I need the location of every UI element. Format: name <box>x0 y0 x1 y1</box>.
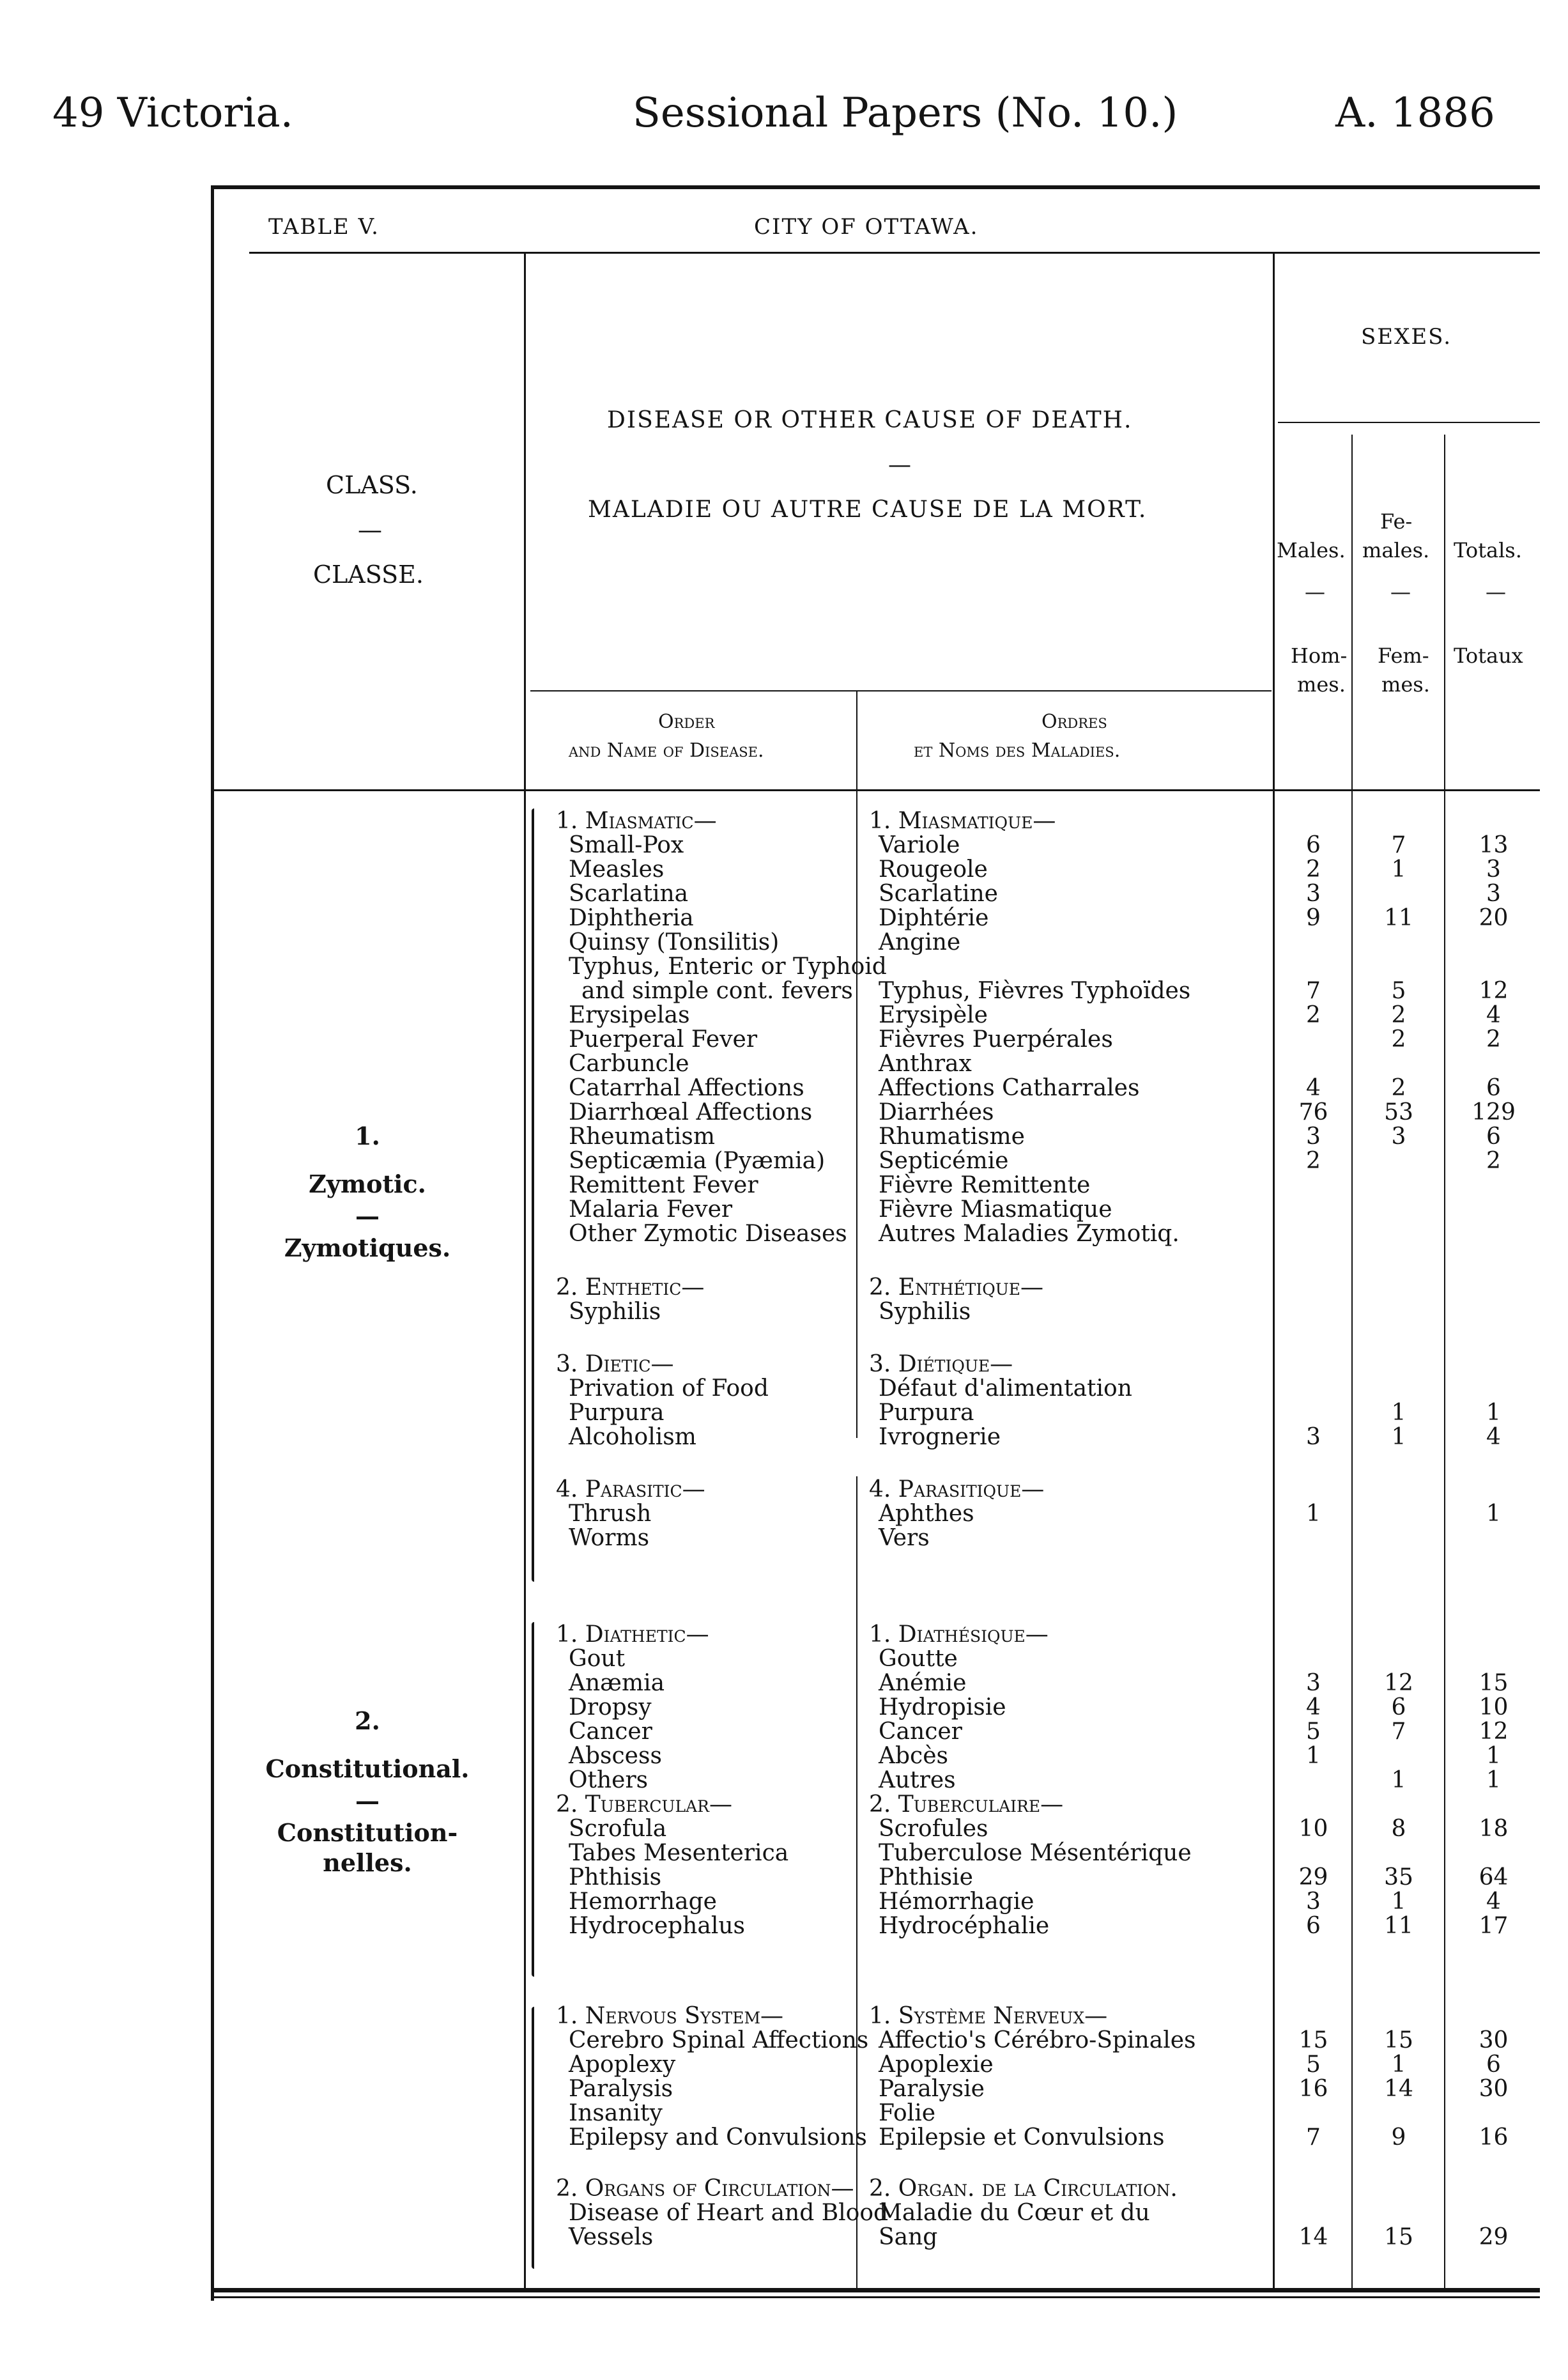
order-en-header-1: Order <box>658 711 715 733</box>
disease-name-en: Apoplexy <box>569 2052 676 2078</box>
females-count: 9 <box>1391 2124 1406 2151</box>
class-1-dash: — <box>355 1202 380 1230</box>
females-count: 1 <box>1391 1767 1406 1793</box>
disease-name-en: 4. Parasitic— <box>556 1476 705 1503</box>
disease-name-en: Scrofula <box>569 1816 667 1842</box>
totals-count: 4 <box>1486 1424 1501 1450</box>
disease-name-fr: Diarrhées <box>879 1099 994 1125</box>
totals-count: 3 <box>1486 881 1501 907</box>
females-header-en-1: Fe- <box>1380 509 1413 534</box>
males-count: 1 <box>1306 1501 1321 1527</box>
males-count: 9 <box>1306 905 1321 931</box>
females-count: 1 <box>1391 2052 1406 2078</box>
disease-name-en: 1. Nervous System— <box>556 2003 784 2029</box>
females-count: 12 <box>1384 1670 1413 1696</box>
city-title: CITY OF OTTAWA. <box>754 214 979 240</box>
disease-name-en: Alcoholism <box>569 1424 696 1450</box>
totals-count: 17 <box>1479 1913 1509 1939</box>
males-count: 4 <box>1306 1694 1321 1720</box>
females-count: 14 <box>1384 2076 1413 2102</box>
disease-name-fr: Typhus, Fièvres Typhoïdes <box>879 978 1191 1004</box>
disease-name-fr: Fièvre Miasmatique <box>879 1196 1112 1223</box>
disease-name-fr: Hémorrhagie <box>879 1889 1034 1915</box>
disease-name-en: Diarrhœal Affections <box>569 1099 813 1125</box>
males-count: 3 <box>1306 1889 1321 1915</box>
females-count: 1 <box>1391 1400 1406 1426</box>
disease-name-en: Quinsy (Tonsilitis) <box>569 929 780 955</box>
disease-name-fr: Fièvres Puerpérales <box>879 1026 1113 1053</box>
disease-name-en: Insanity <box>569 2100 663 2126</box>
disease-name-en: Carbuncle <box>569 1051 689 1077</box>
disease-name-fr: Anthrax <box>879 1051 972 1077</box>
males-count: 29 <box>1298 1864 1328 1890</box>
disease-name-en: Catarrhal Affections <box>569 1075 804 1101</box>
disease-name-en: Abscess <box>569 1743 662 1769</box>
class-2-name-en: Constitutional. <box>265 1754 470 1783</box>
totals-count: 12 <box>1479 978 1509 1004</box>
disease-name-fr: Aphthes <box>879 1501 974 1527</box>
class-2-number: 2. <box>355 1706 380 1735</box>
females-count: 2 <box>1391 1075 1406 1101</box>
class-2-name-fr-1: Constitution- <box>277 1818 458 1847</box>
disease-name-en: Typhus, Enteric or Typhoid <box>569 954 887 980</box>
females-count: 5 <box>1391 978 1406 1004</box>
disease-name-fr: 4. Parasitique— <box>869 1476 1045 1503</box>
disease-name-en: Worms <box>569 1525 650 1551</box>
females-count: 1 <box>1391 1424 1406 1450</box>
sexes-rule <box>1278 422 1540 423</box>
order-fr-header-2: et Noms des Maladies. <box>914 739 1121 762</box>
disease-name-en: Purpura <box>569 1400 665 1426</box>
males-count: 7 <box>1306 978 1321 1004</box>
disease-name-en: Small-Pox <box>569 832 684 858</box>
disease-name-en: Tabes Mesenterica <box>569 1840 789 1866</box>
disease-name-en: Erysipelas <box>569 1002 690 1028</box>
females-count: 53 <box>1384 1099 1413 1125</box>
males-header-en: Males. <box>1277 538 1346 562</box>
males-count: 3 <box>1306 1670 1321 1696</box>
mortality-table <box>211 185 1540 2301</box>
order-split-rule <box>856 690 857 1438</box>
males-count: 2 <box>1306 1002 1321 1028</box>
females-count: 15 <box>1384 2027 1413 2053</box>
disease-name-en: 1. Miasmatic— <box>556 808 717 834</box>
totals-count: 129 <box>1472 1099 1516 1125</box>
females-count: 15 <box>1384 2224 1413 2250</box>
disease-name-fr: Sang <box>879 2224 938 2250</box>
class-1-name-en: Zymotic. <box>309 1170 426 1198</box>
totals-header-fr: Totaux <box>1454 644 1523 668</box>
females-count: 7 <box>1391 1719 1406 1745</box>
totals-count: 6 <box>1486 1124 1501 1150</box>
males-count: 15 <box>1298 2027 1328 2053</box>
disease-name-fr: Hydrocéphalie <box>879 1913 1050 1939</box>
totals-header-en: Totals. <box>1454 538 1522 562</box>
females-count: 6 <box>1391 1694 1406 1720</box>
totals-count: 6 <box>1486 2052 1501 2078</box>
disease-name-fr: Vers <box>879 1525 930 1551</box>
totals-count: 4 <box>1486 1002 1501 1028</box>
class-3-brace <box>532 2007 534 2269</box>
disease-name-en: Thrush <box>569 1501 652 1527</box>
class-2-dash: — <box>355 1786 380 1815</box>
disease-name-fr: Autres Maladies Zymotiq. <box>879 1221 1180 1247</box>
disease-name-fr: Angine <box>879 929 961 955</box>
disease-name-en: Paralysis <box>569 2076 673 2102</box>
year-label: A. 1886 <box>1335 89 1495 137</box>
disease-name-fr: Phthisie <box>879 1864 973 1890</box>
disease-name-en: Epilepsy and Convulsions <box>569 2124 867 2151</box>
disease-name-fr: Paralysie <box>879 2076 985 2102</box>
totals-dash: — <box>1486 580 1506 604</box>
totals-count: 29 <box>1479 2224 1509 2250</box>
table-bottom-rule-2 <box>211 2296 1540 2298</box>
males-column-rule <box>1351 435 1353 2288</box>
females-header-fr-1: Fem- <box>1378 644 1429 668</box>
disease-name-fr: Septicémie <box>879 1148 1009 1174</box>
totals-count: 1 <box>1486 1400 1501 1426</box>
disease-name-en: Others <box>569 1767 649 1793</box>
disease-name-fr: Purpura <box>879 1400 974 1426</box>
totals-count: 2 <box>1486 1026 1501 1053</box>
disease-name-en: Gout <box>569 1646 626 1672</box>
disease-name-fr: Folie <box>879 2100 936 2126</box>
totals-count: 13 <box>1479 832 1509 858</box>
males-count: 4 <box>1306 1075 1321 1101</box>
disease-name-fr: 1. Système Nerveux— <box>869 2003 1108 2029</box>
disease-name-fr: Rhumatisme <box>879 1124 1025 1150</box>
disease-name-en: Cerebro Spinal Affections <box>569 2027 869 2053</box>
disease-name-fr: Autres <box>879 1767 956 1793</box>
class-header-fr: CLASSE. <box>313 560 424 589</box>
class-2-name-fr-2: nelles. <box>323 1848 412 1877</box>
males-count: 6 <box>1306 832 1321 858</box>
class-2-brace <box>532 1622 534 1977</box>
males-count: 2 <box>1306 1148 1321 1174</box>
disease-name-fr: Abcès <box>879 1743 948 1769</box>
disease-name-fr: 1. Miasmatique— <box>869 808 1056 834</box>
disease-subheader-rule <box>530 690 1272 692</box>
disease-name-en: Other Zymotic Diseases <box>569 1221 847 1247</box>
disease-name-fr: Affectio's Cérébro-Spinales <box>879 2027 1196 2053</box>
males-count: 3 <box>1306 881 1321 907</box>
sessional-papers-title: Sessional Papers (No. 10.) <box>633 89 1178 137</box>
disease-name-en: Cancer <box>569 1719 652 1745</box>
disease-name-fr: Affections Catharrales <box>879 1075 1140 1101</box>
disease-name-fr: Apoplexie <box>879 2052 994 2078</box>
males-dash: — <box>1305 580 1325 604</box>
disease-name-fr: Goutte <box>879 1646 958 1672</box>
females-count: 8 <box>1391 1816 1406 1842</box>
class-1-number: 1. <box>355 1122 380 1150</box>
disease-name-fr: Variole <box>879 832 960 858</box>
class-column-rule <box>524 252 526 2291</box>
disease-name-fr: 2. Tuberculaire— <box>869 1791 1064 1818</box>
females-header-fr-2: mes. <box>1381 672 1430 697</box>
males-count: 6 <box>1306 1913 1321 1939</box>
sexes-header: SEXES. <box>1361 324 1452 350</box>
table-bottom-rule <box>211 2288 1540 2292</box>
females-count: 11 <box>1384 905 1413 931</box>
totals-count: 3 <box>1486 856 1501 883</box>
disease-name-fr: Ivrognerie <box>879 1424 1001 1450</box>
females-count: 2 <box>1391 1002 1406 1028</box>
totals-count: 1 <box>1486 1743 1501 1769</box>
class-1-brace <box>532 808 534 1582</box>
disease-name-en: Vessels <box>569 2224 654 2250</box>
females-count: 1 <box>1391 856 1406 883</box>
class-header-en: CLASS. <box>326 471 418 499</box>
disease-name-fr: Fièvre Remittente <box>879 1172 1091 1198</box>
order-split-rule-2 <box>856 1476 857 2288</box>
disease-name-fr: 3. Diétique— <box>869 1351 1013 1377</box>
order-fr-header-1: Ordres <box>1041 711 1107 733</box>
disease-name-fr: Diphtérie <box>879 905 989 931</box>
disease-name-en: 2. Tubercular— <box>556 1791 732 1818</box>
totals-count: 30 <box>1479 2076 1509 2102</box>
females-count: 3 <box>1391 1124 1406 1150</box>
sexes-column-rule <box>1273 252 1275 2291</box>
disease-name-en: Syphilis <box>569 1299 661 1325</box>
males-count: 5 <box>1306 2052 1321 2078</box>
disease-header-dash: — <box>888 452 911 478</box>
disease-name-fr: Rougeole <box>879 856 988 883</box>
disease-name-fr: 1. Diathésique— <box>869 1621 1049 1648</box>
disease-name-en: Rheumatism <box>569 1124 715 1150</box>
table-top-rule <box>211 185 1540 189</box>
disease-name-en: and simple cont. fevers <box>581 978 853 1004</box>
totals-count: 16 <box>1479 2124 1509 2151</box>
disease-name-fr: Syphilis <box>879 1299 971 1325</box>
disease-name-en: Hemorrhage <box>569 1889 717 1915</box>
order-en-header-2: and Name of Disease. <box>569 739 764 762</box>
males-count: 7 <box>1306 2124 1321 2151</box>
disease-name-fr: Scrofules <box>879 1816 988 1842</box>
males-count: 16 <box>1298 2076 1328 2102</box>
totals-count: 18 <box>1479 1816 1509 1842</box>
disease-name-en: Disease of Heart and Blood <box>569 2200 889 2226</box>
disease-name-fr: 2. Enthétique— <box>869 1274 1044 1301</box>
disease-name-en: Phthisis <box>569 1864 662 1890</box>
females-header-en-2: males. <box>1362 538 1430 562</box>
males-count: 1 <box>1306 1743 1321 1769</box>
disease-name-en: Remittent Fever <box>569 1172 758 1198</box>
disease-name-en: 2. Organs of Circulation— <box>556 2175 854 2202</box>
males-count: 5 <box>1306 1719 1321 1745</box>
disease-header-fr: MALADIE OU AUTRE CAUSE DE LA MORT. <box>588 497 1148 523</box>
disease-name-fr: Défaut d'alimentation <box>879 1375 1132 1402</box>
disease-name-en: Privation of Food <box>569 1375 769 1402</box>
females-count: 2 <box>1391 1026 1406 1053</box>
totals-count: 64 <box>1479 1864 1509 1890</box>
disease-name-fr: Maladie du Cœur et du <box>879 2200 1150 2226</box>
totals-count: 2 <box>1486 1148 1501 1174</box>
females-count: 35 <box>1384 1864 1413 1890</box>
disease-name-en: Dropsy <box>569 1694 652 1720</box>
volume-label: 49 Victoria. <box>52 89 293 137</box>
females-count: 1 <box>1391 1889 1406 1915</box>
disease-name-en: Measles <box>569 856 665 883</box>
males-count: 76 <box>1298 1099 1328 1125</box>
disease-name-fr: Tuberculose Mésentérique <box>879 1840 1192 1866</box>
females-count: 11 <box>1384 1913 1413 1939</box>
disease-name-en: Malaria Fever <box>569 1196 733 1223</box>
disease-name-fr: Hydropisie <box>879 1694 1006 1720</box>
disease-name-fr: Epilepsie et Convulsions <box>879 2124 1165 2151</box>
header-bottom-rule <box>211 789 1540 791</box>
disease-name-en: Hydrocephalus <box>569 1913 745 1939</box>
females-column-rule <box>1444 435 1445 2288</box>
disease-name-en: 1. Diathetic— <box>556 1621 709 1648</box>
disease-header-en: DISEASE OR OTHER CAUSE OF DEATH. <box>607 407 1133 433</box>
disease-name-fr: Anémie <box>879 1670 967 1696</box>
table-label: TABLE V. <box>268 214 380 240</box>
totals-count: 6 <box>1486 1075 1501 1101</box>
females-dash: — <box>1390 580 1411 604</box>
totals-count: 30 <box>1479 2027 1509 2053</box>
totals-count: 12 <box>1479 1719 1509 1745</box>
totals-count: 10 <box>1479 1694 1509 1720</box>
class-header-dash: — <box>358 516 382 544</box>
disease-name-fr: Scarlatine <box>879 881 998 907</box>
males-count: 3 <box>1306 1424 1321 1450</box>
disease-name-fr: Cancer <box>879 1719 962 1745</box>
disease-name-en: Scarlatina <box>569 881 689 907</box>
title-rule <box>249 252 1540 254</box>
males-header-fr-1: Hom- <box>1291 644 1348 668</box>
disease-name-en: Puerperal Fever <box>569 1026 758 1053</box>
totals-count: 1 <box>1486 1501 1501 1527</box>
class-1-name-fr: Zymotiques. <box>284 1233 451 1262</box>
males-count: 14 <box>1298 2224 1328 2250</box>
disease-name-en: Anæmia <box>569 1670 665 1696</box>
totals-count: 15 <box>1479 1670 1509 1696</box>
disease-name-en: 3. Dietic— <box>556 1351 674 1377</box>
disease-name-fr: 2. Organ. de la Circulation. <box>869 2175 1178 2202</box>
disease-name-fr: Erysipèle <box>879 1002 988 1028</box>
males-count: 2 <box>1306 856 1321 883</box>
disease-name-en: Septicæmia (Pyæmia) <box>569 1148 826 1174</box>
disease-name-en: 2. Enthetic— <box>556 1274 705 1301</box>
males-header-fr-2: mes. <box>1297 672 1346 697</box>
totals-count: 20 <box>1479 905 1509 931</box>
disease-name-en: Diphtheria <box>569 905 694 931</box>
females-count: 7 <box>1391 832 1406 858</box>
males-count: 10 <box>1298 1816 1328 1842</box>
males-count: 3 <box>1306 1124 1321 1150</box>
totals-count: 4 <box>1486 1889 1501 1915</box>
totals-count: 1 <box>1486 1767 1501 1793</box>
page-header <box>0 89 1568 147</box>
